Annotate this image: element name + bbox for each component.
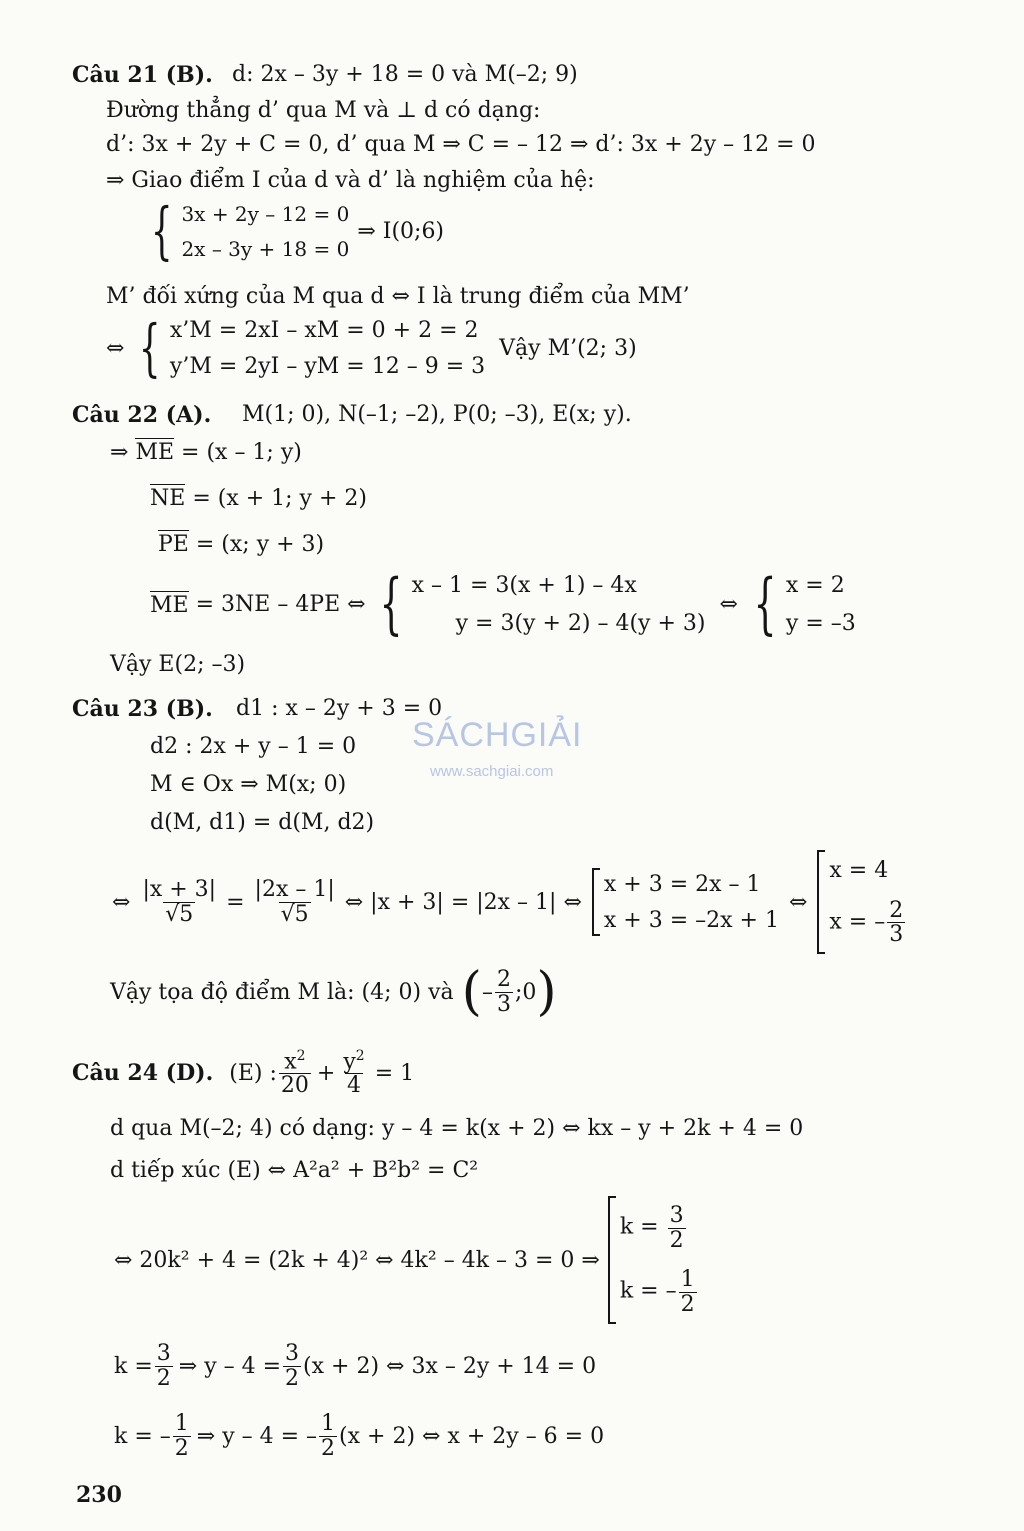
q21-line3: ⇒ Giao điểm I của d và d’ là nghiệm của hệ: [106, 168, 595, 193]
page-number: 230 [76, 1482, 122, 1508]
watermark-brand: SÁCHGIẢI [412, 716, 583, 754]
q22-given: M(1; 0), N(–1; –2), P(0; –3), E(x; y). [242, 402, 632, 427]
q24-k2: k = – $\frac{1}{2}$ [619, 1267, 695, 1317]
q23-label: Câu 23 (B). [72, 696, 213, 722]
q21-system [142, 196, 444, 266]
q24-case2: k = – $\frac{1}{2}$ ⇒ y – 4 = – $\frac{1}{2}$ (x + 2) ⇔ x + 2y – 6 = 0 [114, 1411, 605, 1461]
q23-frac2: $\frac{|2x - 1|}{√5}$ [254, 877, 335, 927]
q23-conclusion-line: Vậy tọa độ điểm M là: (4; 0) và ( – $\frac{2}{3}$ ;0 ) [110, 962, 557, 1022]
q23-mid: ⇔ |x + 3| = |2x – 1| ⇔ [344, 889, 582, 915]
q21-xm: x’M = 2xI – xM = 0 + 2 = 2 [169, 317, 479, 343]
q24-header: Câu 24 (D). (E) : $\frac{x^2}{20}$ + $\frac{y^2}{4}$ = 1 [72, 1047, 415, 1099]
q22-sys-eq2: y = 3(y + 2) – 4(y + 3) [455, 610, 706, 636]
q21-line4: M’ đối xứng của M qua d ⇔ I là trung điểm của MM’ [106, 284, 690, 309]
q24-frac-y: $\frac{y^2}{4}$ [343, 1047, 365, 1099]
q22-vec-pe: PE = (x; y + 3) [158, 532, 325, 557]
q21-ym: y’M = 2yI – yM = 12 – 9 = 3 [169, 353, 486, 379]
q21-line1: Đường thẳng d’ qua M và ⊥ d có dạng: [106, 98, 541, 123]
q21-given: d: 2x – 3y + 18 = 0 và M(–2; 9) [232, 62, 578, 87]
q23-conclusion: Vậy tọa độ điểm M là: (4; 0) và [110, 979, 454, 1005]
q21-line2: d’: 3x + 2y + C = 0, d’ qua M ⇒ C = – 12 ⇒ d’: 3x + 2y – 12 = 0 [106, 132, 816, 157]
q23-dist: d(M, d1) = d(M, d2) [150, 810, 375, 835]
q23-case1: x + 3 = 2x – 1 [603, 871, 761, 897]
q23-frac-minus: $\frac{2}{3}$ [496, 967, 511, 1017]
left-brace-icon: { [379, 565, 403, 642]
watermark-url: www.sachgiai.com [430, 763, 554, 780]
q24-ellipse-label: (E) : [229, 1060, 277, 1086]
q21-midpoint-system: ⇔ { x’M = 2xI – xM = 0 + 2 = 2 y’M = 2yI – yM = 12 – 9 = 3 Vậy M’(2; 3) [106, 311, 637, 384]
left-bracket-icon [817, 850, 825, 954]
q23-ans2: x = – $\frac{2}{3}$ [829, 897, 904, 947]
q21-sys-eq2: 2x – 3y + 18 = 0 [181, 236, 350, 261]
q22-vec-ne: NE = (x + 1; y + 2) [150, 486, 367, 511]
q23-d2: d2 : 2x + y – 1 = 0 [150, 734, 357, 759]
q24-label: Câu 24 (D). [72, 1060, 214, 1086]
q22-me: ME [150, 592, 189, 618]
q21-label: Câu 21 (B). [72, 62, 213, 88]
q23-ans1: x = 4 [829, 857, 889, 883]
q23-case2: x + 3 = –2x + 1 [603, 907, 779, 933]
q22-conclusion: Vậy E(2; –3) [110, 652, 246, 677]
watermark [412, 716, 582, 780]
left-brace-icon: { [139, 311, 162, 384]
q24-line3: ⇔ 20k² + 4 = (2k + 4)² ⇔ 4k² – 4k – 3 = 0 ⇒ [114, 1247, 600, 1273]
left-brace-icon: { [150, 194, 173, 267]
q24-frac-x: $\frac{x^2}{20}$ [280, 1047, 309, 1099]
q23-m: M ∈ Ox ⇒ M(x; 0) [150, 772, 347, 797]
q23-equation: ⇔ $\frac{|x + 3|}{√5}$ = $\frac{|2x - 1|}{√5}$ ⇔ |x + 3| = |2x – 1| ⇔ x + 3 = 2x – 1 x + 3 = –2x + 1 ⇔ x = 4 x = – $\frac{2}{3}$ [112, 858, 907, 946]
q23-frac1: $\frac{|x + 3|}{√5}$ [142, 877, 217, 927]
q24-k1: k = $\frac{3}{2}$ [619, 1203, 684, 1253]
q22-sol-y: y = –3 [785, 610, 856, 636]
left-bracket-icon [592, 868, 600, 936]
left-brace-icon: { [753, 565, 777, 642]
q22-vec-me: ⇒ ME = (x – 1; y) [110, 440, 302, 465]
q23-d1: d1 : x – 2y + 3 = 0 [236, 696, 443, 721]
q24-line2: d tiếp xúc (E) ⇔ A²a² + B²b² = C² [110, 1158, 479, 1183]
q24-quadratic [114, 1196, 699, 1324]
q22-sys-eq1: x – 1 = 3(x + 1) – 4x [411, 572, 637, 598]
q22-label: Câu 22 (A). [72, 402, 212, 428]
q21-sys-eq1: 3x + 2y – 12 = 0 [181, 201, 350, 226]
q24-case1: k = $\frac{3}{2}$ ⇒ y – 4 = $\frac{3}{2}$ (x + 2) ⇔ 3x – 2y + 14 = 0 [114, 1341, 597, 1391]
left-bracket-icon [608, 1196, 616, 1324]
q21-sys-result: ⇒ I(0;6) [357, 218, 445, 244]
q22-sol-x: x = 2 [785, 572, 845, 598]
q21-conclusion: Vậy M’(2; 3) [499, 335, 637, 361]
q22-equation: ME = 3NE – 4PE ⇔ { x – 1 = 3(x + 1) – 4x y = 3(y + 2) – 4(y + 3) ⇔ { x = 2 y = –3 [150, 565, 856, 642]
q24-line1: d qua M(–2; 4) có dạng: y – 4 = k(x + 2) ⇔ kx – y + 2k + 4 = 0 [110, 1116, 804, 1141]
